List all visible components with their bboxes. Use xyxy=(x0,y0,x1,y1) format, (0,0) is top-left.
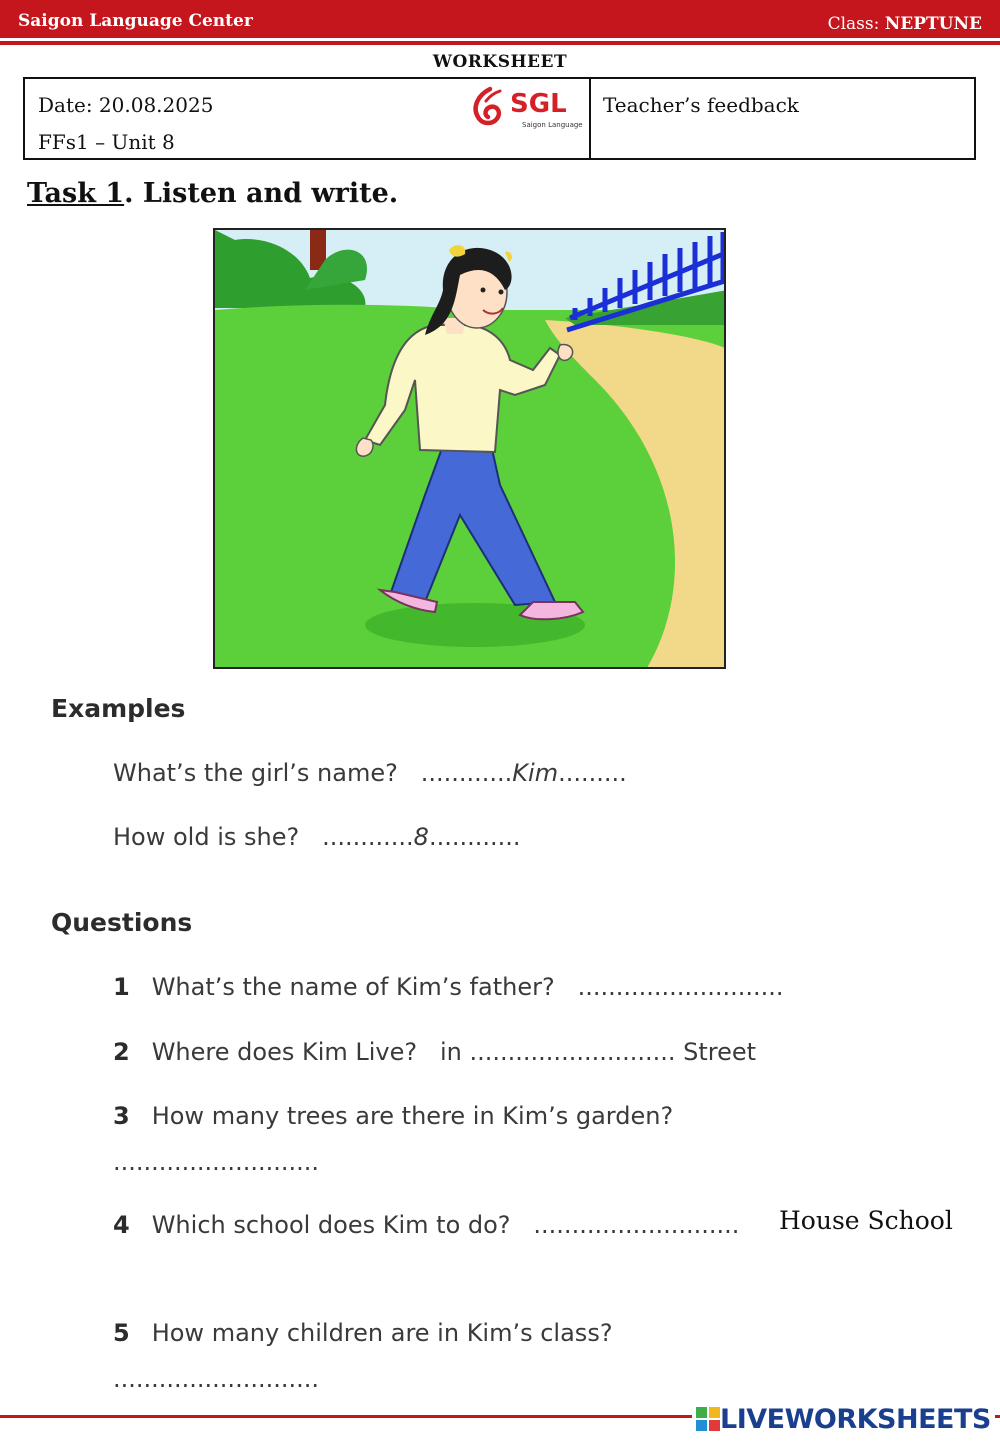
answer-blank-5[interactable]: ........................... xyxy=(113,1365,319,1393)
info-box xyxy=(23,77,976,160)
sgl-logo xyxy=(470,85,585,133)
question-3: 3 How many trees are there in Kim’s garden? xyxy=(113,1102,674,1130)
center-name: Saigon Language Center xyxy=(18,11,253,31)
example-line: What’s the girl’s name? ............Kim......... xyxy=(113,759,627,787)
liveworksheets-watermark xyxy=(692,1401,995,1437)
class-label: Class: NEPTUNE xyxy=(827,14,982,34)
option-text: House School xyxy=(779,1206,953,1235)
header-divider xyxy=(0,41,1000,45)
question-4: 4 Which school does Kim to do? ........................... xyxy=(113,1211,740,1239)
task-heading xyxy=(27,178,398,209)
girl-walking-illustration xyxy=(213,228,726,669)
task-title: . Listen and write. xyxy=(124,178,399,209)
teacher-feedback-label: Teacher’s feedback xyxy=(603,93,799,117)
example-answer: Kim xyxy=(512,759,559,787)
date-text: Date: 20.08.2025 xyxy=(38,93,214,117)
example-line: How old is she? ............8............ xyxy=(113,823,521,851)
info-divider xyxy=(589,79,591,158)
class-value: NEPTUNE xyxy=(884,14,982,34)
logo-text: SGL xyxy=(510,89,567,119)
questions-heading: Questions xyxy=(51,908,193,937)
example-answer: 8 xyxy=(413,823,429,851)
task-label: Task 1 xyxy=(27,178,125,209)
logo-subtext: Saigon Language xyxy=(522,121,583,129)
examples-heading: Examples xyxy=(51,694,186,723)
question-1: 1 What’s the name of Kim’s father? ........................... xyxy=(113,973,784,1001)
question-2: 2 Where does Kim Live? in ........................... Street xyxy=(113,1038,757,1066)
worksheet-title: WORKSHEET xyxy=(432,52,568,72)
unit-text: FFs1 – Unit 8 xyxy=(38,130,175,154)
answer-blank-3[interactable]: ........................... xyxy=(113,1148,319,1176)
liveworksheets-text: LIVEWORKSHEETS xyxy=(720,1403,991,1435)
header-bar xyxy=(0,0,1000,38)
liveworksheets-icon xyxy=(696,1407,720,1431)
question-5: 5 How many children are in Kim’s class? xyxy=(113,1319,613,1347)
